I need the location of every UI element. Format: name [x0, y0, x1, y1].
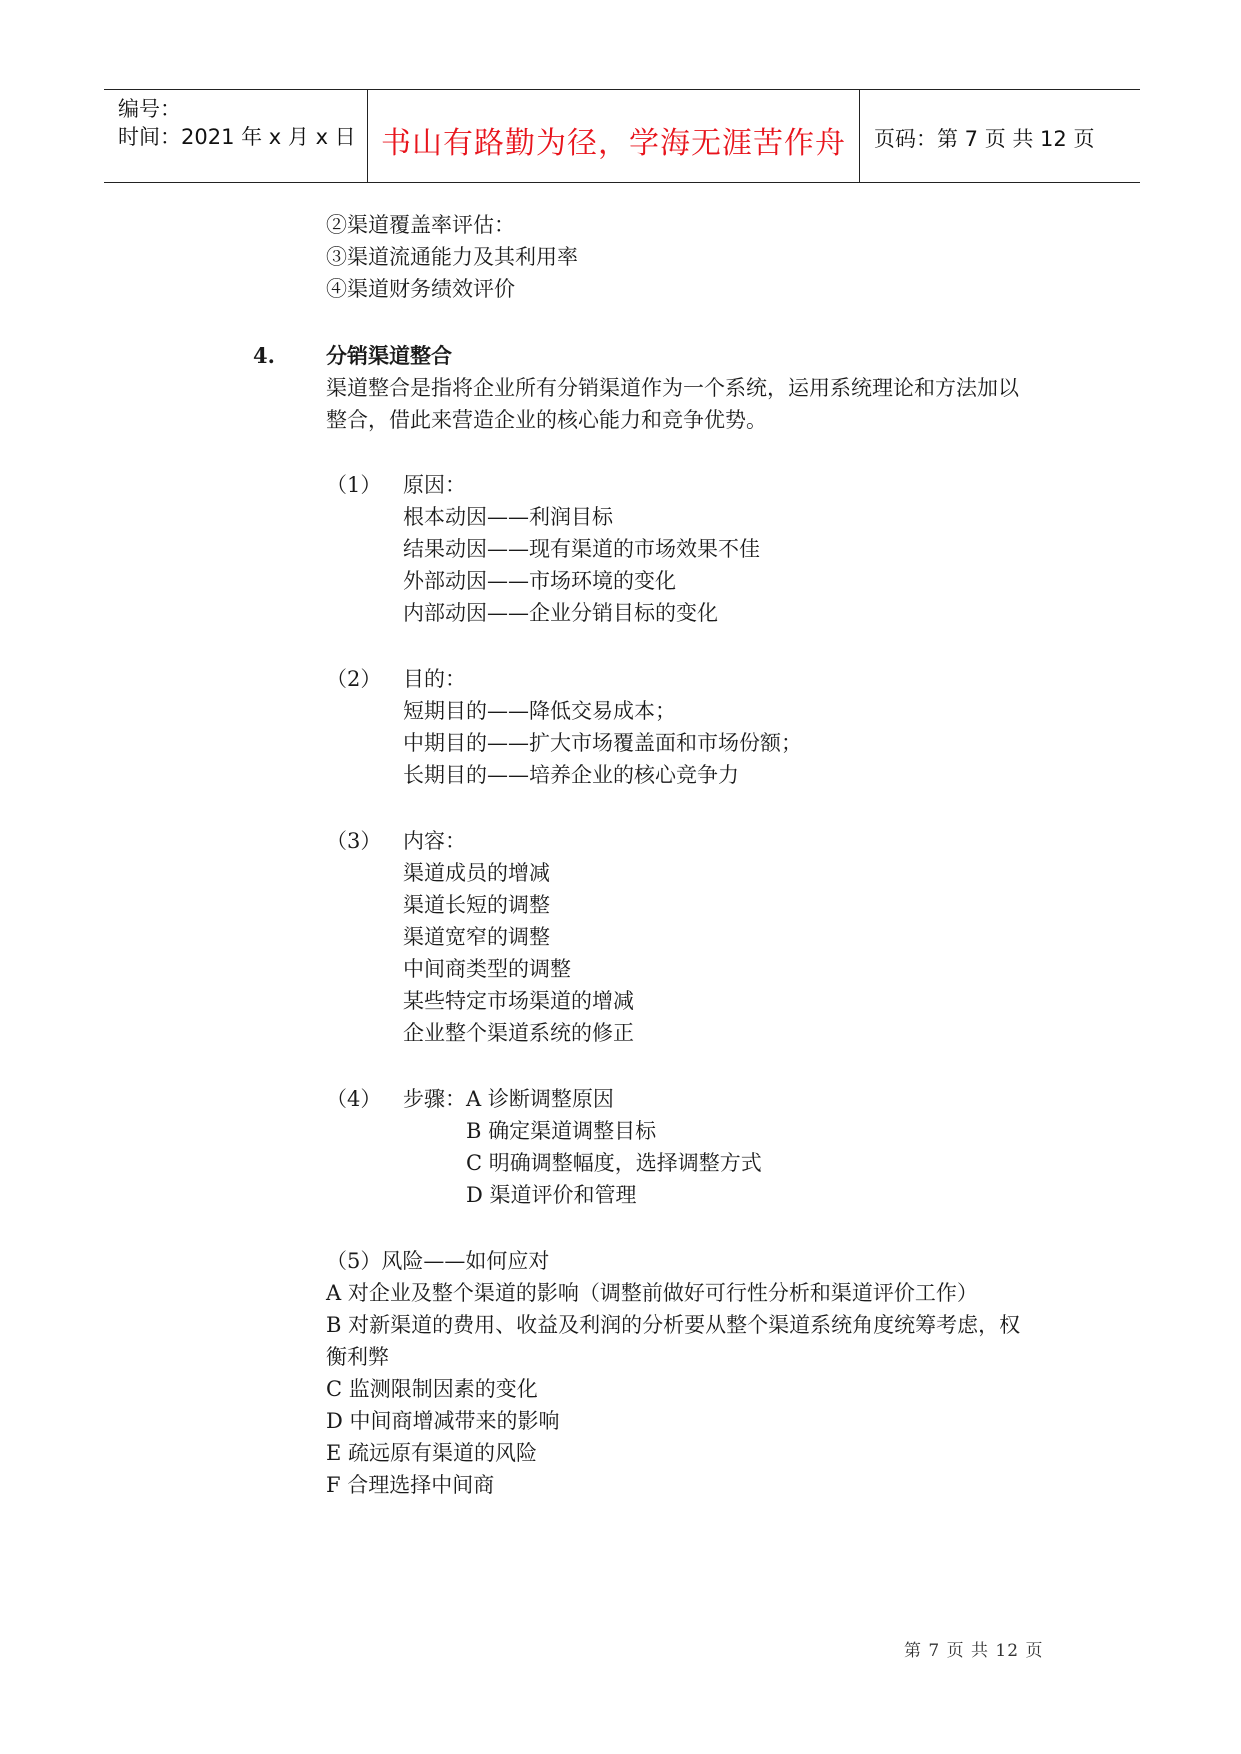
goals-heading: 目的：	[403, 667, 466, 691]
header-motto: 书山有路勤为径，学海无涯苦作舟	[381, 126, 846, 161]
goal-item: 长期目的——培养企业的核心竞争力	[403, 763, 739, 787]
reason-item: 外部动因——市场环境的变化	[403, 569, 676, 593]
content-heading: 内容：	[403, 829, 466, 853]
header-page-label: 页码：第 7 页 共 12 页	[874, 127, 1095, 151]
document-number-label: 编号：	[118, 97, 181, 121]
content-item: 渠道长短的调整	[403, 893, 550, 917]
section-intro: 渠道整合是指将企业所有分销渠道作为一个系统，运用系统理论和方法加以	[326, 376, 1019, 400]
step-item: A 诊断调整原因	[466, 1087, 614, 1111]
goal-item: 短期目的——降低交易成本；	[403, 699, 676, 723]
document-time-label: 时间：2021 年 x 月 x 日	[118, 125, 356, 149]
list-marker: （3）	[326, 829, 382, 853]
risk-item: E 疏远原有渠道的风险	[326, 1441, 538, 1465]
content-item: 企业整个渠道系统的修正	[403, 1021, 634, 1045]
content-item: 中间商类型的调整	[403, 957, 571, 981]
eval-item: ②渠道覆盖率评估：	[326, 213, 515, 237]
header-motto-cell	[368, 90, 860, 182]
reasons-heading: 原因：	[403, 473, 466, 497]
goal-item: 中期目的——扩大市场覆盖面和市场份额；	[403, 731, 802, 755]
risk-item: 衡利弊	[326, 1345, 389, 1369]
content-item: 某些特定市场渠道的增减	[403, 989, 634, 1013]
header-page-cell	[860, 90, 1140, 182]
risk-item: F 合理选择中间商	[326, 1473, 495, 1497]
reason-item: 内部动因——企业分销目标的变化	[403, 601, 718, 625]
page-header	[104, 89, 1140, 183]
step-item: C 明确调整幅度，选择调整方式	[466, 1151, 762, 1175]
content-item: 渠道成员的增减	[403, 861, 550, 885]
reason-item: 根本动因——利润目标	[403, 505, 613, 529]
content-item: 渠道宽窄的调整	[403, 925, 550, 949]
risks-heading: （5）风险——如何应对	[326, 1249, 550, 1273]
step-item: D 渠道评价和管理	[466, 1183, 637, 1207]
section-intro: 整合，借此来营造企业的核心能力和竞争优势。	[326, 408, 767, 432]
list-marker: （1）	[326, 473, 382, 497]
list-marker: （4）	[326, 1087, 382, 1111]
footer-page-number: 第 7 页 共 12 页	[904, 1641, 1044, 1661]
risk-item: B 对新渠道的费用、收益及利润的分析要从整个渠道系统角度统筹考虑，权	[326, 1313, 1021, 1337]
steps-heading: 步骤：	[403, 1087, 466, 1111]
list-marker: （2）	[326, 667, 382, 691]
risk-item: C 监测限制因素的变化	[326, 1377, 538, 1401]
risk-item: A 对企业及整个渠道的影响（调整前做好可行性分析和渠道评价工作）	[326, 1281, 978, 1305]
header-meta-cell	[104, 90, 368, 182]
section-number: 4.	[253, 343, 275, 368]
eval-item: ③渠道流通能力及其利用率	[326, 245, 578, 269]
risk-item: D 中间商增减带来的影响	[326, 1409, 560, 1433]
reason-item: 结果动因——现有渠道的市场效果不佳	[403, 537, 760, 561]
section-title: 分销渠道整合	[326, 344, 452, 368]
eval-item: ④渠道财务绩效评价	[326, 277, 515, 301]
step-item: B 确定渠道调整目标	[466, 1119, 657, 1143]
